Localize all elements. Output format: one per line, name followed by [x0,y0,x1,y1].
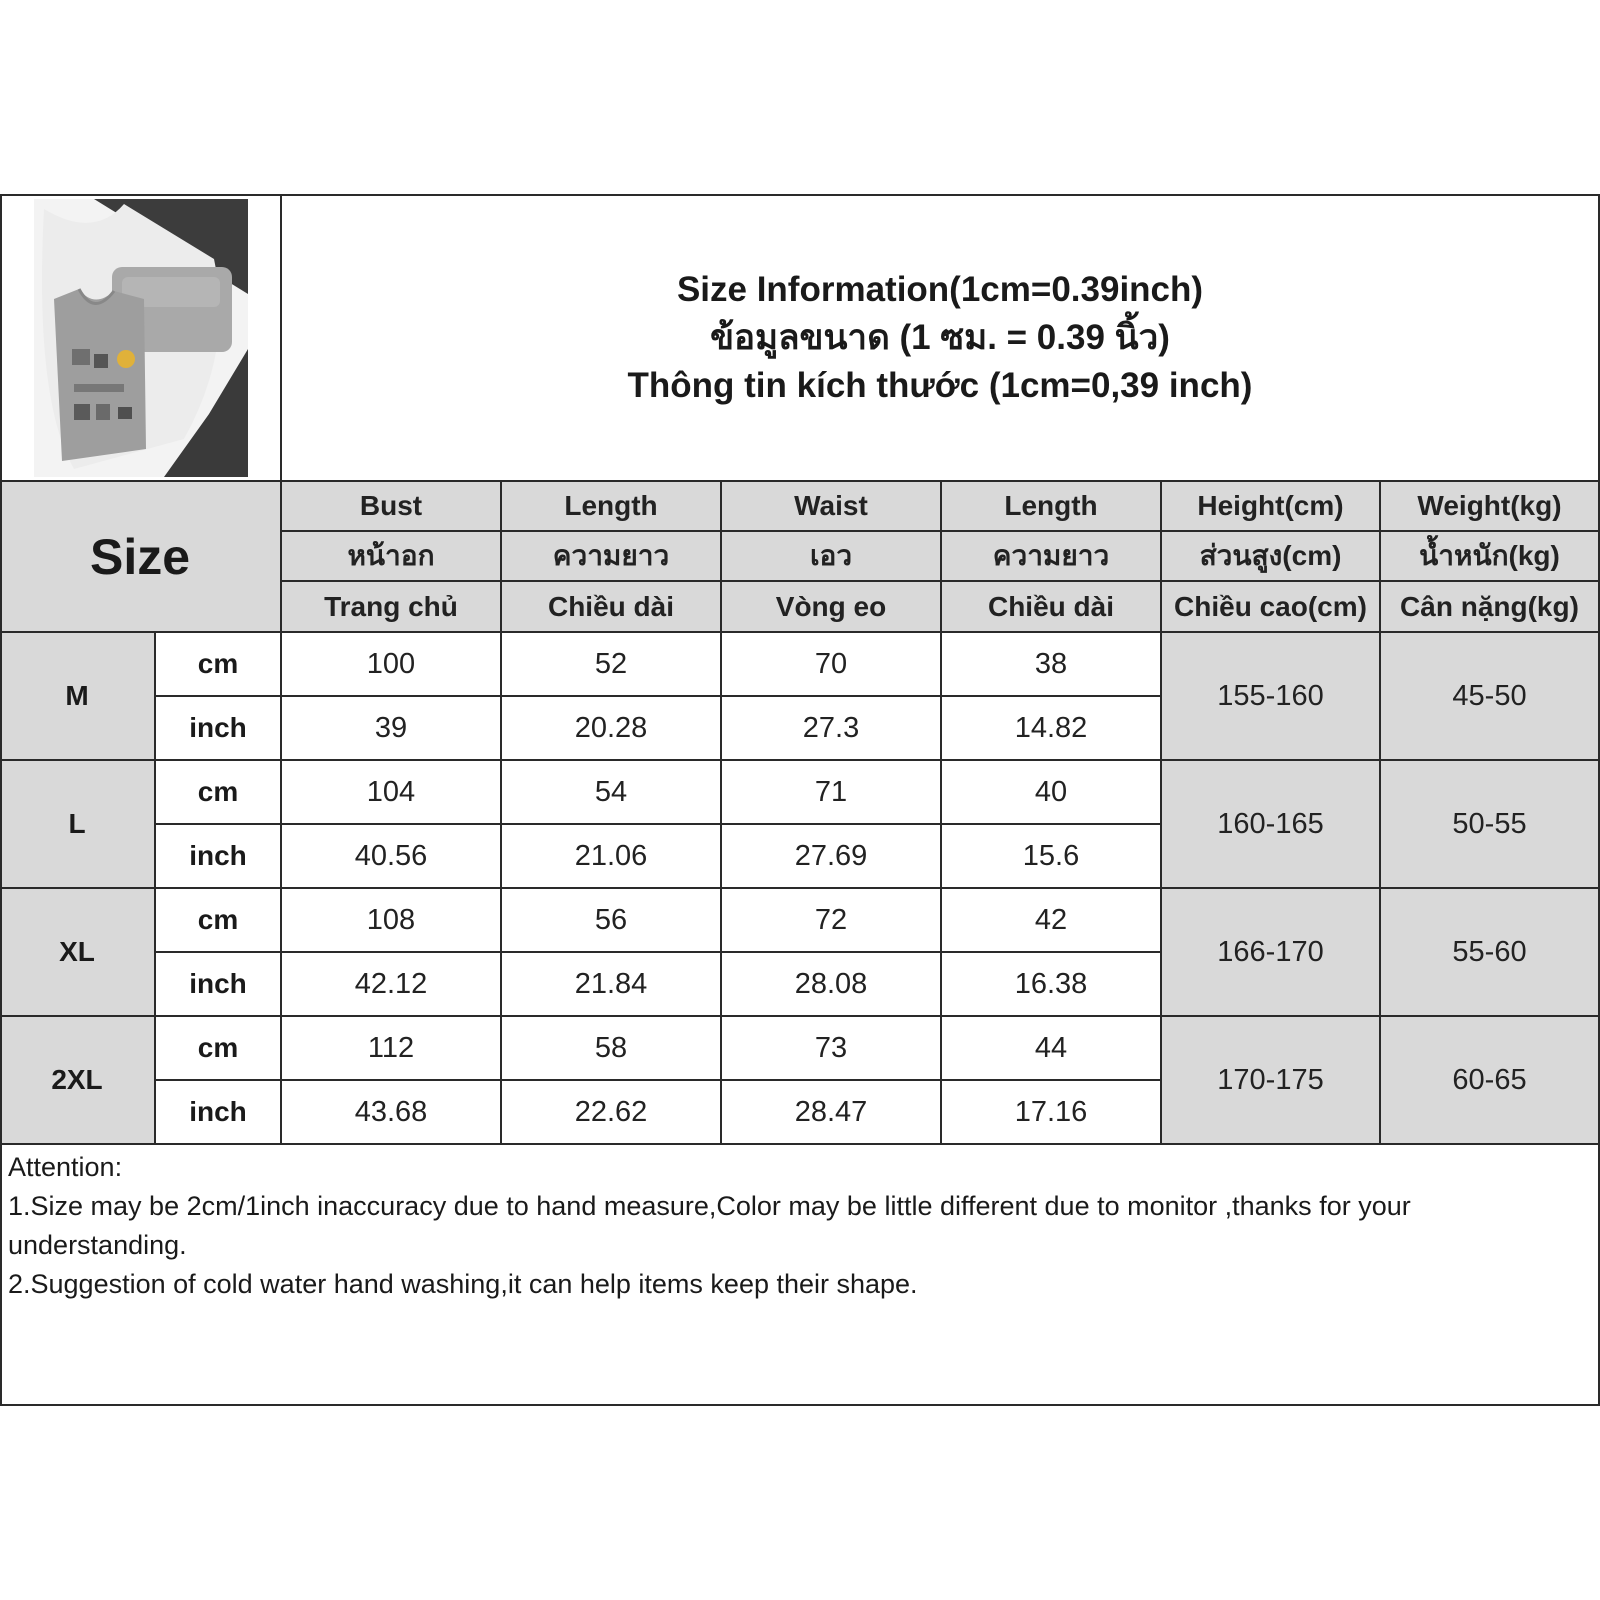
size-header-label: Size [89,528,191,585]
column-header-1-line-2: หน้าอก [282,532,502,582]
value-inch-L-col-1: 40.56 [282,825,502,889]
value-inch-2XL-col-2: 22.62 [502,1081,722,1145]
weight-range-L: 50-55 [1381,761,1600,889]
weight-range-M: 45-50 [1381,633,1600,761]
value-cm-XL-col-4: 42 [942,889,1162,953]
value-inch-XL-col-2: 21.84 [502,953,722,1017]
value-cm-M-col-3: 70 [722,633,942,697]
value-cm-L-col-2: 54 [502,761,722,825]
column-header-1-line-1: Bust [282,482,502,532]
column-header-5-line-3: Chiều cao(cm) [1162,582,1381,633]
height-range-L: 160-165 [1162,761,1381,889]
height-range-M: 155-160 [1162,633,1381,761]
column-header-5-line-2: ส่วนสูง(cm) [1162,532,1381,582]
size-label-2XL: 2XL [0,1017,156,1145]
value-inch-XL-col-4: 16.38 [942,953,1162,1017]
value-inch-2XL-col-1: 43.68 [282,1081,502,1145]
title-line-2: ข้อมูลขนาด (1 ซม. = 0.39 นิ้ว) [710,318,1170,357]
unit-inch-2XL: inch [156,1081,282,1145]
height-range-2XL: 170-175 [1162,1017,1381,1145]
value-cm-XL-col-1: 108 [282,889,502,953]
column-header-4-line-2: ความยาว [942,532,1162,582]
value-cm-2XL-col-1: 112 [282,1017,502,1081]
value-cm-2XL-col-4: 44 [942,1017,1162,1081]
column-header-3-line-2: เอว [722,532,942,582]
value-inch-2XL-col-3: 28.47 [722,1081,942,1145]
notes [8,1148,1588,1304]
value-inch-M-col-4: 14.82 [942,697,1162,761]
height-range-XL: 166-170 [1162,889,1381,1017]
title-cell [282,194,1600,482]
notes-attention: Attention: [8,1152,123,1182]
value-cm-L-col-3: 71 [722,761,942,825]
product-photo [34,199,248,477]
value-cm-XL-col-3: 72 [722,889,942,953]
size-label-M: M [0,633,156,761]
unit-cm-XL: cm [156,889,282,953]
value-cm-L-col-4: 40 [942,761,1162,825]
column-header-5-line-1: Height(cm) [1162,482,1381,532]
value-inch-XL-col-1: 42.12 [282,953,502,1017]
size-label-XL: XL [0,889,156,1017]
notes-item-1: 1.Size may be 2cm/1inch inaccuracy due to hand measure,Color may be little different due to monitor ,thanks for your understanding. [8,1191,1411,1260]
value-inch-L-col-3: 27.69 [722,825,942,889]
value-inch-L-col-4: 15.6 [942,825,1162,889]
unit-cm-M: cm [156,633,282,697]
column-header-6-line-2: น้ำหนัก(kg) [1381,532,1600,582]
value-inch-M-col-2: 20.28 [502,697,722,761]
unit-inch-L: inch [156,825,282,889]
value-cm-2XL-col-3: 73 [722,1017,942,1081]
unit-inch-M: inch [156,697,282,761]
value-cm-L-col-1: 104 [282,761,502,825]
value-inch-L-col-2: 21.06 [502,825,722,889]
value-cm-M-col-1: 100 [282,633,502,697]
value-inch-M-col-3: 27.3 [722,697,942,761]
size-header [0,482,282,633]
size-label-L: L [0,761,156,889]
column-header-3-line-1: Waist [722,482,942,532]
value-cm-M-col-2: 52 [502,633,722,697]
column-header-4-line-3: Chiều dài [942,582,1162,633]
value-cm-XL-col-2: 56 [502,889,722,953]
unit-cm-2XL: cm [156,1017,282,1081]
column-header-6-line-1: Weight(kg) [1381,482,1600,532]
product-photo-graphic [34,199,248,477]
title-line-1: Size Information(1cm=0.39inch) [676,270,1204,309]
unit-cm-L: cm [156,761,282,825]
weight-range-XL: 55-60 [1381,889,1600,1017]
title-line-3: Thông tin kích thước (1cm=0,39 inch) [627,366,1253,405]
column-header-3-line-3: Vòng eo [722,582,942,633]
weight-range-2XL: 60-65 [1381,1017,1600,1145]
column-header-1-line-3: Trang chủ [282,582,502,633]
value-cm-2XL-col-2: 58 [502,1017,722,1081]
value-cm-M-col-4: 38 [942,633,1162,697]
column-header-4-line-1: Length [942,482,1162,532]
unit-inch-XL: inch [156,953,282,1017]
value-inch-M-col-1: 39 [282,697,502,761]
column-header-2-line-2: ความยาว [502,532,722,582]
column-header-2-line-3: Chiều dài [502,582,722,633]
column-header-2-line-1: Length [502,482,722,532]
column-header-6-line-3: Cân nặng(kg) [1381,582,1600,633]
notes-item-2: 2.Suggestion of cold water hand washing,it can help items keep their shape. [8,1269,918,1299]
value-inch-XL-col-3: 28.08 [722,953,942,1017]
value-inch-2XL-col-4: 17.16 [942,1081,1162,1145]
